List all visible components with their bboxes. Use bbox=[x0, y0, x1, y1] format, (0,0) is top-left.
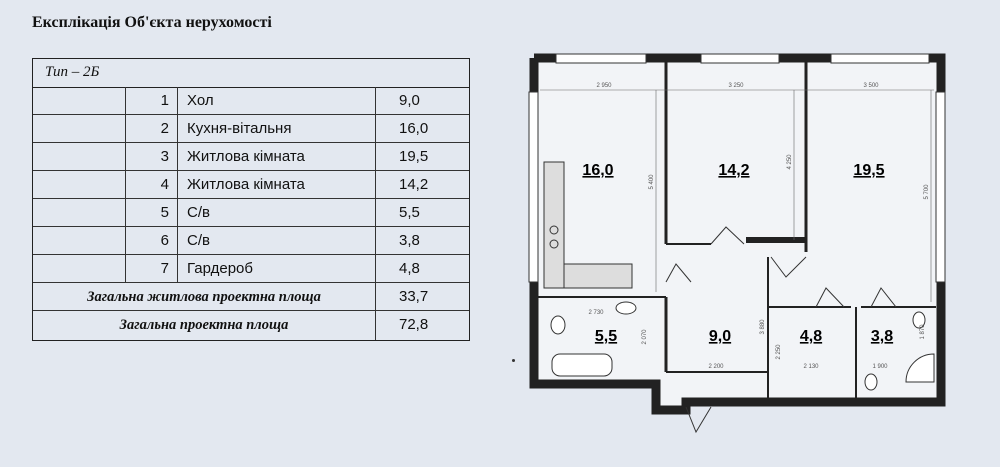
explication-table bbox=[32, 58, 470, 341]
room-number: 4 bbox=[160, 176, 169, 193]
page-title: Експлікація Об'єкта нерухомості bbox=[32, 14, 272, 31]
room-number: 7 bbox=[160, 260, 169, 277]
table-row bbox=[33, 115, 469, 143]
dim-wc-bottom: 1 900 bbox=[872, 364, 888, 370]
room-name: Гардероб bbox=[187, 260, 253, 277]
table-row bbox=[33, 255, 469, 283]
dim-bath-v: 2 070 bbox=[642, 329, 648, 345]
blank-cell bbox=[33, 171, 125, 198]
room-label-bedroom-large: 19,5 bbox=[853, 162, 885, 179]
living-area-row bbox=[33, 283, 469, 311]
room-label-wardrobe: 4,8 bbox=[799, 328, 823, 345]
living-area-value: 33,7 bbox=[399, 288, 429, 305]
dim-v-kitchen: 5 400 bbox=[649, 174, 655, 190]
room-number: 5 bbox=[160, 204, 169, 221]
dim-v-bedroom-small: 4 250 bbox=[787, 154, 793, 170]
blank-cell bbox=[33, 255, 125, 282]
blank-cell bbox=[33, 143, 125, 170]
room-label-bedroom-small: 14,2 bbox=[718, 162, 750, 179]
table-row bbox=[33, 199, 469, 227]
room-area: 16,0 bbox=[399, 120, 429, 137]
table-row bbox=[33, 171, 469, 199]
stray-dot bbox=[512, 359, 515, 362]
room-name: Житлова кімната bbox=[187, 176, 305, 193]
table-row bbox=[33, 143, 469, 171]
room-name: Кухня-вітальня bbox=[187, 120, 292, 137]
room-area: 4,8 bbox=[399, 260, 420, 277]
type-row bbox=[33, 59, 469, 88]
room-name: С/в bbox=[187, 204, 210, 221]
total-area-value: 72,8 bbox=[399, 316, 429, 333]
room-number: 2 bbox=[160, 120, 169, 137]
table-row bbox=[33, 227, 469, 255]
dim-ward-bottom: 2 130 bbox=[803, 364, 819, 370]
blank-cell bbox=[33, 227, 125, 254]
room-name: Житлова кімната bbox=[187, 148, 305, 165]
room-area: 3,8 bbox=[399, 232, 420, 249]
dim-top-mid: 3 250 bbox=[728, 83, 744, 89]
room-area: 14,2 bbox=[399, 176, 429, 193]
type-label: Тип – 2Б bbox=[45, 64, 100, 80]
living-area-label: Загальна житлова проектна площа bbox=[87, 289, 321, 305]
blank-cell bbox=[33, 87, 125, 114]
floor-plan bbox=[526, 52, 950, 437]
dim-wc-v: 1 870 bbox=[920, 324, 926, 340]
table-row bbox=[33, 87, 469, 115]
dim-bath-top: 2 730 bbox=[588, 310, 604, 316]
total-area-row bbox=[33, 311, 469, 339]
dim-v-bedroom-large: 5 700 bbox=[924, 184, 930, 200]
room-number: 1 bbox=[160, 92, 169, 109]
room-label-kitchen: 16,0 bbox=[582, 162, 614, 179]
room-area: 19,5 bbox=[399, 148, 429, 165]
total-area-label: Загальна проектна площа bbox=[119, 317, 289, 333]
dim-hall-bottom: 2 200 bbox=[708, 364, 724, 370]
room-label-hall: 9,0 bbox=[708, 328, 732, 345]
blank-cell bbox=[33, 199, 125, 226]
room-label-wc: 3,8 bbox=[870, 328, 894, 345]
dim-top-right: 3 500 bbox=[863, 83, 879, 89]
room-number: 3 bbox=[160, 148, 169, 165]
dim-ward-v: 2 250 bbox=[776, 344, 782, 360]
room-name: С/в bbox=[187, 232, 210, 249]
room-area: 5,5 bbox=[399, 204, 420, 221]
room-number: 6 bbox=[160, 232, 169, 249]
room-name: Хол bbox=[187, 92, 214, 109]
room-label-bathroom: 5,5 bbox=[594, 328, 618, 345]
dim-top-left: 2 950 bbox=[596, 83, 612, 89]
blank-cell bbox=[33, 115, 125, 142]
room-area: 9,0 bbox=[399, 92, 420, 109]
dim-hall-v: 3 880 bbox=[760, 319, 766, 335]
